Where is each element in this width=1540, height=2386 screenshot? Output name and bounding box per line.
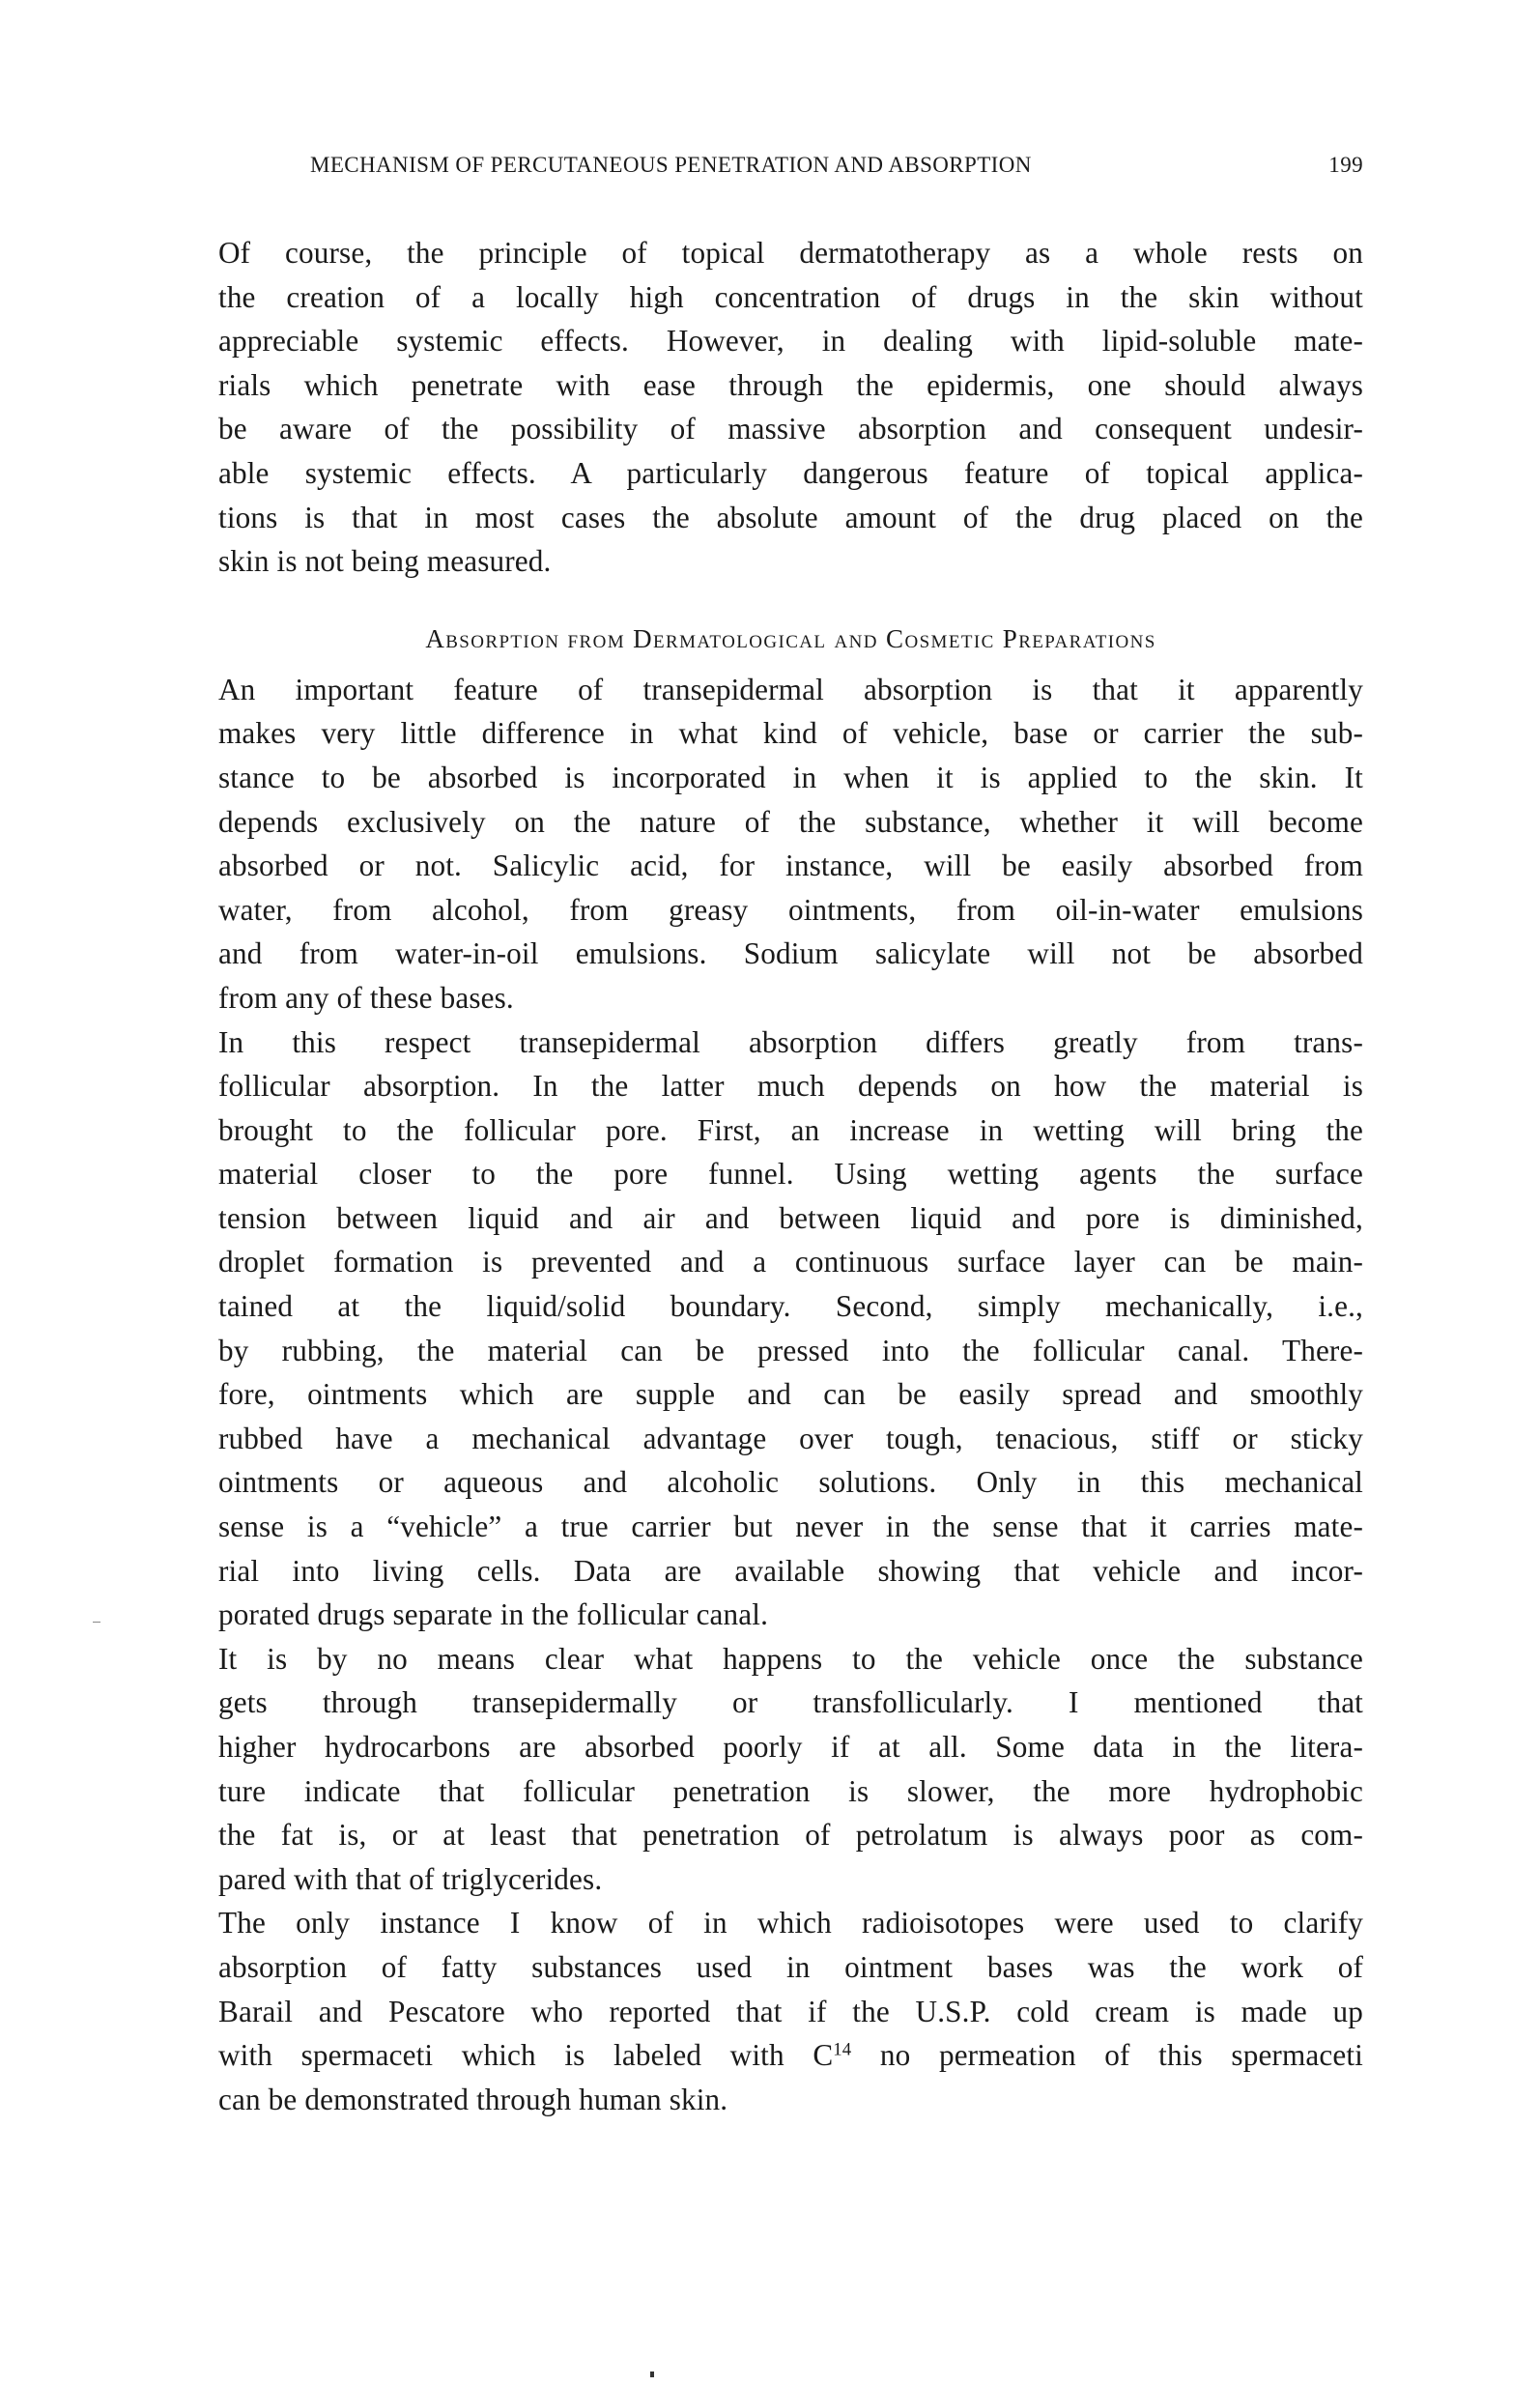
- text-line: higher hydrocarbons are absorbed poorly if at all. Some data in the litera-: [218, 1730, 1363, 1764]
- text-line: Barail and Pescatore who reported that if the U.S.P. cold cream is made up: [218, 1994, 1363, 2028]
- section-heading: Absorption from Dermatological and Cosmetic Preparations: [425, 623, 1156, 653]
- text-line: stance to be absorbed is incorporated in when it is applied to the skin. It: [218, 760, 1363, 794]
- paragraph-intro: [218, 231, 1363, 584]
- text-line: the creation of a locally high concentration of drugs in the skin without: [218, 279, 1363, 314]
- text-line: makes very little difference in what kind of vehicle, base or carrier the sub-: [218, 716, 1363, 751]
- text-line: droplet formation is prevented and a continuous surface layer can be main-: [218, 1245, 1363, 1279]
- text-line: appreciable systemic effects. However, in dealing with lipid-soluble mate-: [218, 324, 1363, 359]
- text-line: gets through transepidermally or transfollicularly. I mentioned that: [218, 1685, 1363, 1720]
- book-page: [218, 153, 1363, 2121]
- text-line: and from water-in-oil emulsions. Sodium salicylate will not be absorbed: [218, 936, 1363, 971]
- text-line: tained at the liquid/solid boundary. Second, simply mechanically, i.e.,: [218, 1289, 1363, 1324]
- text-line: rial into living cells. Data are available showing that vehicle and incor-: [218, 1553, 1363, 1588]
- text-line: sense is a “vehicle” a true carrier but never in the sense that it carries mate-: [218, 1509, 1363, 1544]
- text-line: from any of these bases.: [218, 980, 514, 1015]
- text-line: material closer to the pore funnel. Using wetting agents the surface: [218, 1157, 1363, 1192]
- page-number: 199: [1328, 153, 1363, 177]
- text-line: rubbed have a mechanical advantage over tough, tenacious, stiff or sticky: [218, 1421, 1363, 1455]
- text-line: brought to the follicular pore. First, an increase in wetting will bring the: [218, 1112, 1363, 1147]
- text-line: be aware of the possibility of massive absorption and consequent undesir-: [218, 412, 1363, 446]
- text-line: rials which penetrate with ease through the epidermis, one should always: [218, 367, 1363, 402]
- paragraph-vehicle-fate: [218, 1637, 1363, 1902]
- running-head: [218, 153, 1363, 197]
- text-line: porated drugs separate in the follicular canal.: [218, 1597, 769, 1632]
- text-fragment: with spermaceti which is labeled with C: [218, 2038, 834, 2073]
- text-line: tension between liquid and air and between liquid and pore is diminished,: [218, 1200, 1363, 1235]
- paragraph-transepidermal: [218, 668, 1363, 1021]
- text-line: water, from alcohol, from greasy ointments, from oil-in-water emulsions: [218, 892, 1363, 927]
- scan-speck: [93, 1622, 100, 1623]
- text-line: It is by no means clear what happens to the vehicle once the substance: [218, 1641, 1363, 1676]
- running-head-title: MECHANISM OF PERCUTANEOUS PENETRATION AND ABSORPTION: [310, 153, 1032, 177]
- text-line: Of course, the principle of topical dermatotherapy as a whole rests on: [218, 236, 1363, 270]
- text-line: able systemic effects. A particularly dangerous feature of topical applica-: [218, 455, 1363, 490]
- text-line: by rubbing, the material can be pressed into the follicular canal. There-: [218, 1333, 1363, 1367]
- paragraph-radioisotopes: [218, 1901, 1363, 2121]
- text-line: absorption of fatty substances used in ointment bases was the work of: [218, 1949, 1363, 1984]
- text-line: absorbed or not. Salicylic acid, for instance, will be easily absorbed from: [218, 848, 1363, 883]
- text-line: skin is not being measured.: [218, 544, 552, 579]
- text-line-with-superscript: [218, 2033, 1363, 2078]
- text-line: ture indicate that follicular penetration is slower, the more hydrophobic: [218, 1773, 1363, 1808]
- text-line: An important feature of transepidermal absorption is that it apparently: [218, 672, 1363, 706]
- text-line: The only instance I know of in which radioisotopes were used to clarify: [218, 1906, 1363, 1940]
- text-line: fore, ointments which are supple and can be easily spread and smoothly: [218, 1377, 1363, 1412]
- text-line: depends exclusively on the nature of the substance, whether it will become: [218, 804, 1363, 839]
- paragraph-transfollicular: [218, 1021, 1363, 1637]
- text-line: ointments or aqueous and alcoholic solutions. Only in this mechanical: [218, 1465, 1363, 1500]
- text-line: In this respect transepidermal absorption differs greatly from trans-: [218, 1024, 1363, 1059]
- text-line: the fat is, or at least that penetration of petrolatum is always poor as com-: [218, 1818, 1363, 1853]
- text-line: follicular absorption. In the latter much depends on how the material is: [218, 1069, 1363, 1104]
- scan-speck: [650, 2372, 654, 2377]
- isotope-superscript: 14: [833, 2039, 852, 2060]
- text-fragment: no permeation of this spermaceti: [851, 2038, 1363, 2073]
- text-line: tions is that in most cases the absolute amount of the drug placed on the: [218, 500, 1363, 534]
- text-line: pared with that of triglycerides.: [218, 1861, 603, 1896]
- text-line: can be demonstrated through human skin.: [218, 2082, 728, 2116]
